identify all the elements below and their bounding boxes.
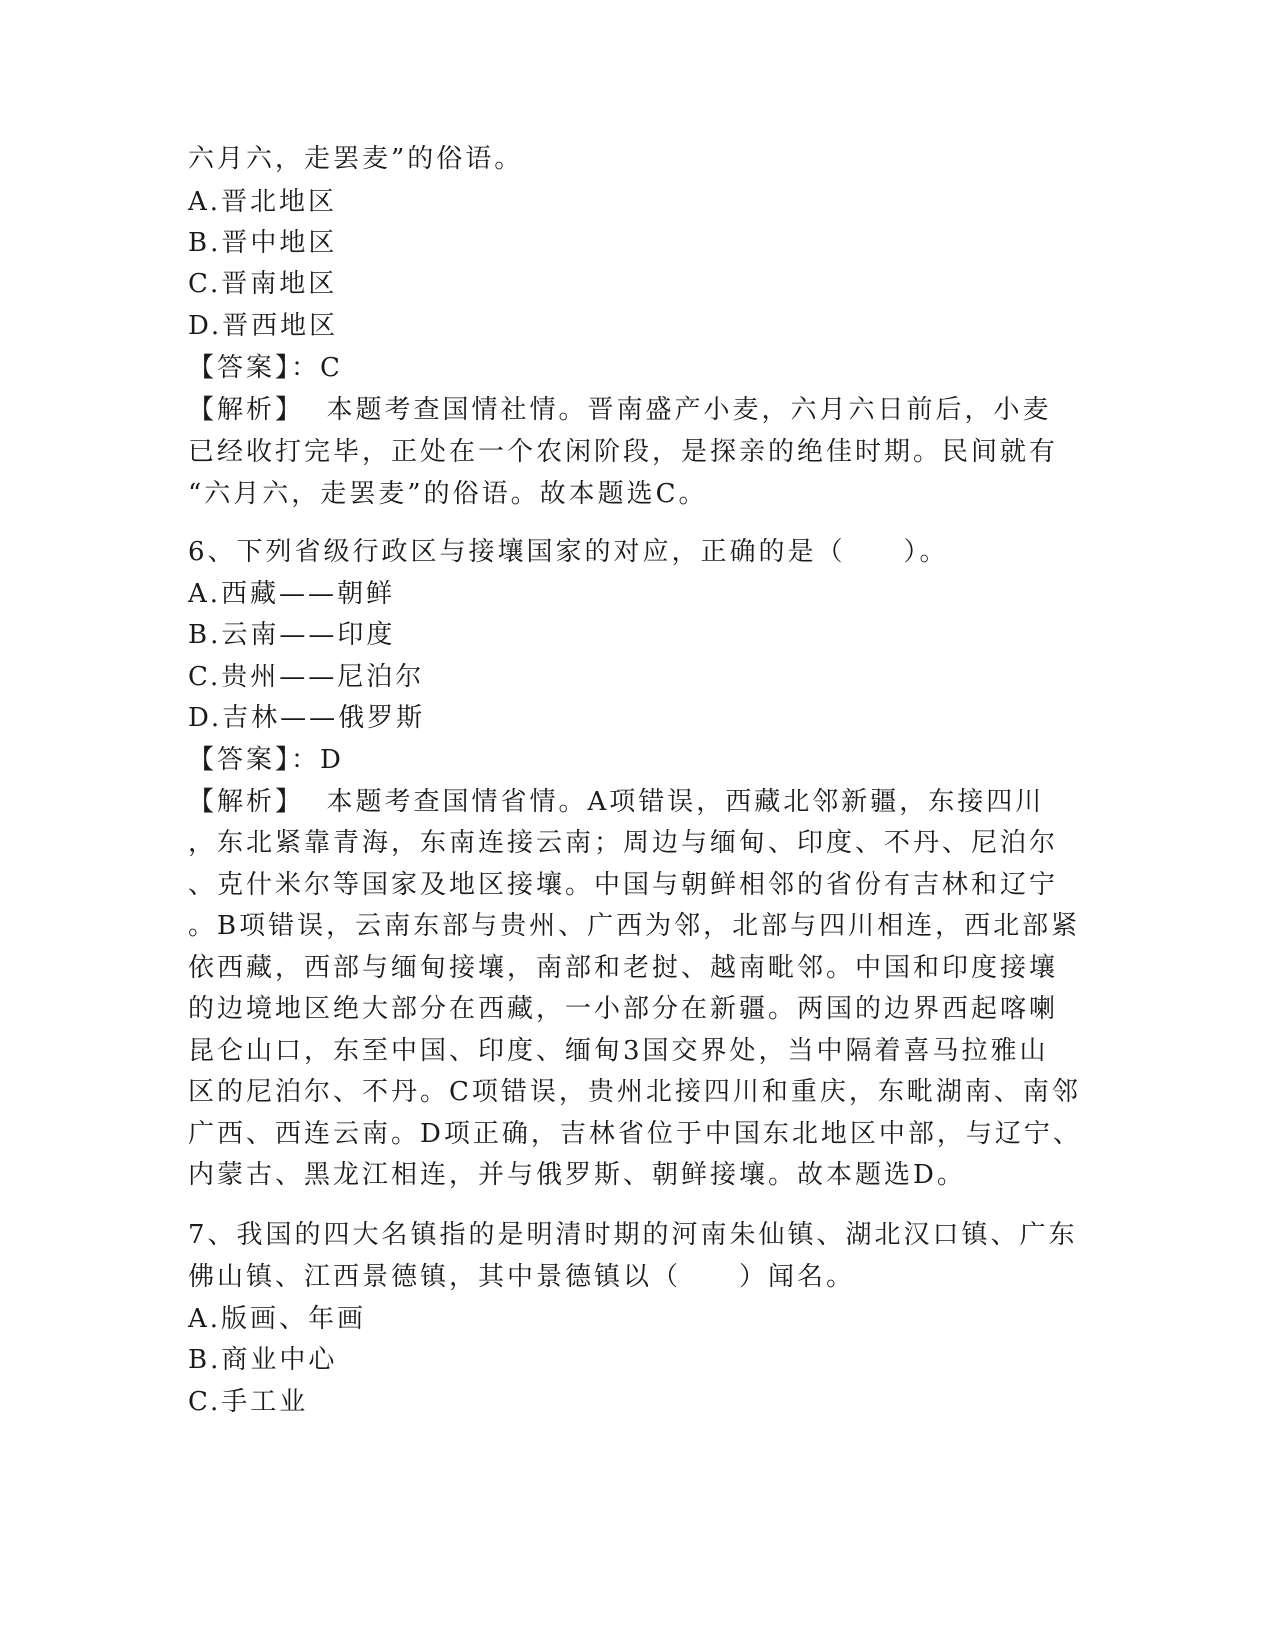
question-text: 6、下列省级行政区与接壤国家的对应，正确的是（ ）。 [188,537,949,567]
analysis-line: 广西、西连云南。D项正确，吉林省位于中国东北地区中部，与辽宁、 [188,1119,1082,1149]
question-text: 佛山镇、江西景德镇，其中景德镇以（ ）闻名。 [188,1262,856,1292]
option-a: A.版画、年画 [188,1304,367,1334]
analysis-line: 的边境地区绝大部分在西藏，一小部分在新疆。两国的边界西起喀喇 [188,994,1059,1024]
option-a: A.晋北地区 [188,187,338,217]
question-text: 六月六，走罢麦”的俗语。 [188,144,524,174]
option-a: A.西藏——朝鲜 [188,579,396,609]
option-c: C.晋南地区 [188,269,338,299]
option-b: B.商业中心 [188,1345,338,1375]
answer-line: 【答案】：D [188,745,344,775]
analysis-line: 、克什米尔等国家及地区接壤。中国与朝鲜相邻的省份有吉林和辽宁 [188,870,1059,900]
option-b: B.云南——印度 [188,620,396,650]
analysis-line: 依西藏，西部与缅甸接壤，南部和老挝、越南毗邻。中国和印度接壤 [188,953,1059,983]
analysis-line: ，东北紧靠青海，东南连接云南；周边与缅甸、印度、不丹、尼泊尔 [188,828,1059,858]
analysis-line: 。B项错误，云南东部与贵州、广西为邻，北部与四川相连，西北部紧 [188,911,1081,941]
question-text: 7、我国的四大名镇指的是明清时期的河南朱仙镇、湖北汉口镇、广东 [188,1220,1078,1250]
analysis-line: “六月六，走罢麦”的俗语。故本题选C。 [188,479,708,509]
analysis-line: 【解析】 本题考查国情省情。A项错误，西藏北邻新疆，东接四川 [188,787,1045,817]
option-d: D.晋西地区 [188,311,339,341]
option-b: B.晋中地区 [188,228,338,258]
analysis-line: 已经收打完毕，正处在一个农闲阶段，是探亲的绝佳时期。民间就有 [188,437,1059,467]
answer-line: 【答案】：C [188,353,343,383]
analysis-line: 内蒙古、黑龙江相连，并与俄罗斯、朝鲜接壤。故本题选D。 [188,1160,966,1190]
option-c: C.手工业 [188,1387,309,1417]
analysis-line: 昆仑山口，东至中国、印度、缅甸3国交界处，当中隔着喜马拉雅山 [188,1036,1049,1066]
analysis-line: 【解析】 本题考查国情社情。晋南盛产小麦，六月六日前后，小麦 [188,395,1052,425]
option-c: C.贵州——尼泊尔 [188,662,425,692]
analysis-line: 区的尼泊尔、不丹。C项错误，贵州北接四川和重庆，东毗湖南、南邻 [188,1077,1081,1107]
option-d: D.吉林——俄罗斯 [188,703,426,733]
